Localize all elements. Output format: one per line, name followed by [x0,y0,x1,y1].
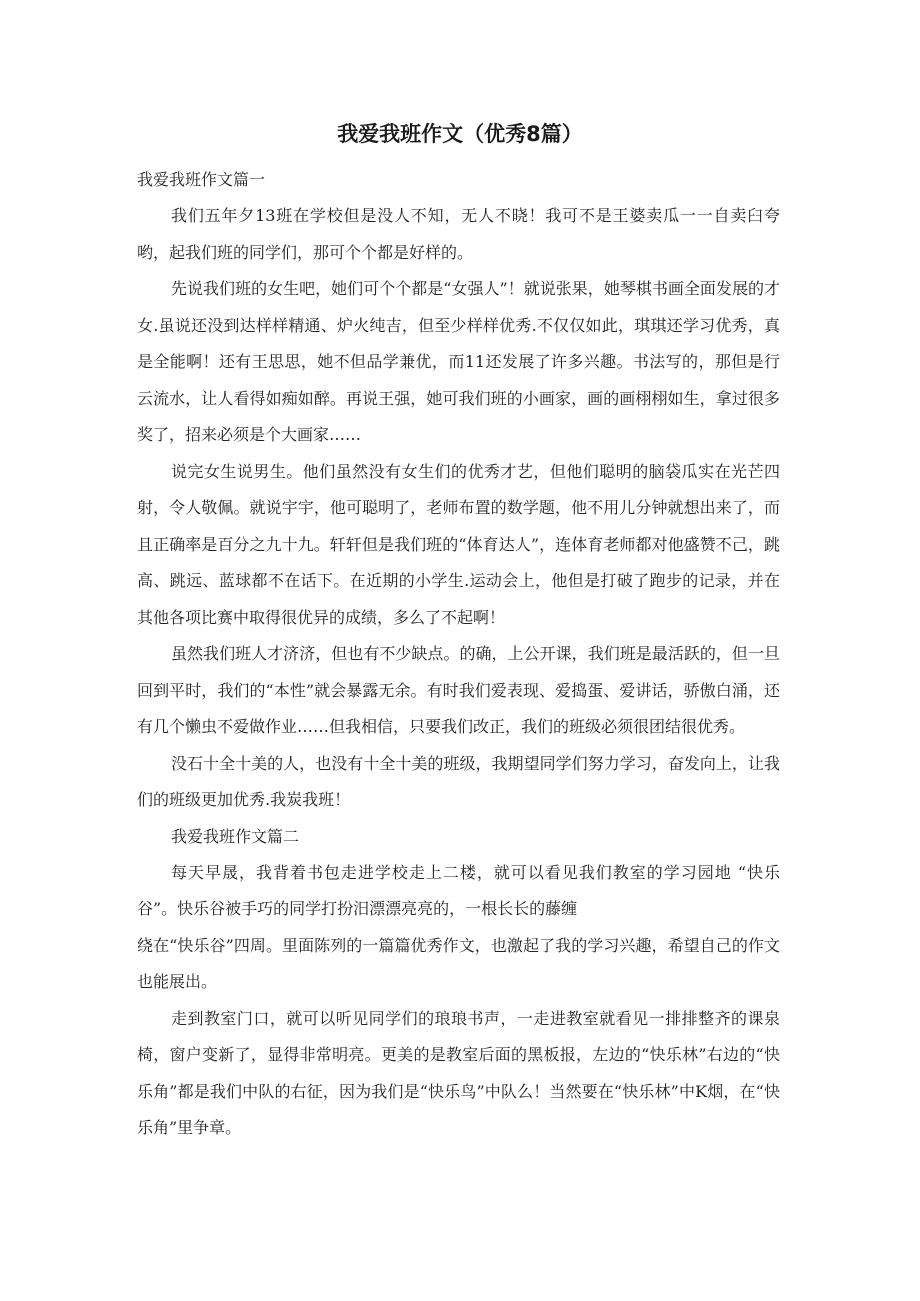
paragraph: 每天早晟，我背着书包走进学校走上二楼，就可以看见我们教室的学习园地 “快乐谷”。快乐谷被手巧的同学打扮汨漂漂亮亮的，一根长长的藤缠 [137,862,780,918]
document-body [137,162,780,1147]
document-title: 我爱我班作文（优秀8篇） [337,122,583,146]
paragraph: 先说我们班的女生吧，她们可个个都是“女强人”！就说张果，她琴棋书画全面发展的才女.虽说还没到达样样精通、炉火纯吉，但至少样样优秀.不仅仅如此，琪琪还学习优秀，真是全能啊！还有王思思，她不但品学兼优，而11还发展了许多兴趣。书法写的，那但是行云流水，让人看得如痴如醉。再说王强，她可我们班的小画家，画的画栩栩如生，拿过很多奖了，招来必须是个大画家…… [137,279,780,444]
paragraph: 虽然我们班人才济济，但也有不少缺点。的确，上公开课，我们班是最活跃的，但一旦回到平时，我们的“本性”就会暴露无余。有时我们爱表现、爱捣蛋、爱讲话，骄傲白涌，还有几个懒虫不爱做作业……但我相信，只要我们改正，我们的班级必须很团结很优秀。 [137,644,780,736]
paragraph: 说完女生说男生。他们虽然没有女生们的优秀才艺，但他们聪明的脑袋瓜实在光芒四射，令人敬佩。就说宇宇，他可聪明了，老师布置的数学题，他不用儿分钟就想出来了，而且正确率是百分之九十九。轩轩但是我们班的“体育达人”，连体育老师都对他盛赞不己，跳高、跳远、蓝球都不在话下。在近期的小学生.运动会上，他但是打破了跑步的记录，并在其他各项比赛中取得很优异的成绩，多么了不起啊！ [137,461,780,627]
section-heading-1: 我爱我班作文篇一 [137,170,266,189]
paragraph: 走到教室门口，就可以听见同学们的琅琅书声，一走进教室就看见一排排整齐的课泉椅，窗户变新了，显得非常明亮。更美的是教室后面的黑板报，左边的“快乐林”右边的“快乐角”都是我们中队的右征，因为我们是“快乐鸟”中队么！当然要在“快乐林”中K烟，在“快乐角”里争章。 [137,1008,780,1137]
paragraph: 没石十全十美的人，也没有十全十美的班级，我期望同学们努力学习，奋发向上，让我们的班级更加优秀.我炭我班！ [137,753,780,809]
paragraph: 我们五年夕13班在学校但是没人不知，无人不晓！我可不是王婆卖瓜一一自卖臼夸哟，起我们班的同学们，那可个个都是好样的。 [137,206,780,262]
paragraph: 绕在“快乐谷”四周。里面陈列的一篇篇优秀作文，也激起了我的学习兴趣，希望自己的作文也能展出。 [137,935,780,991]
section-heading-2: 我爱我班作文篇二 [171,826,300,846]
